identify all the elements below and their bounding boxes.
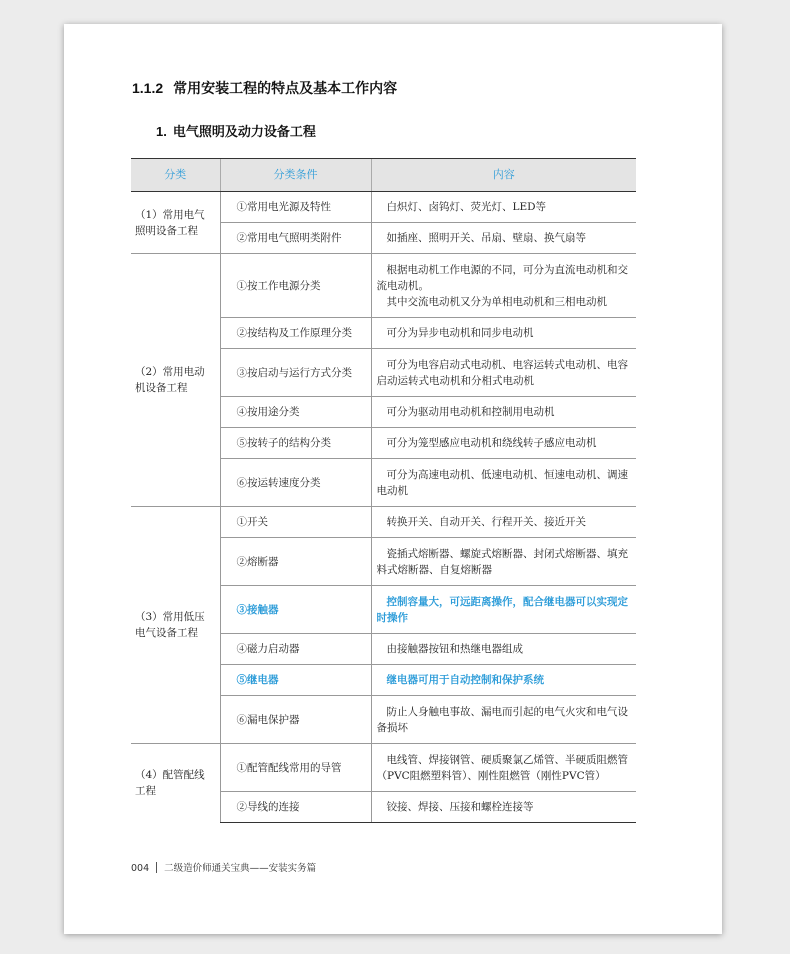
- criterion-cell: ②按结构及工作原理分类: [220, 318, 371, 349]
- content-line: 转换开关、自动开关、行程开关、接近开关: [386, 516, 586, 528]
- content-line: 防止人身触电事故、漏电而引起的电气火灾和电气设备损坏: [376, 705, 628, 734]
- content-line: 白炽灯、卤钨灯、荧光灯、LED等: [386, 201, 547, 213]
- criterion-cell: ③按启动与运行方式分类: [220, 349, 371, 397]
- content-cell: [371, 696, 636, 744]
- book-title: 二级造价师通关宝典——安装实务篇: [164, 863, 317, 874]
- criterion-cell: ①开关: [220, 507, 371, 538]
- content-line: 可分为异步电动机和同步电动机: [386, 327, 534, 339]
- content-line: 可分为驱动用电动机和控制用电动机: [386, 406, 555, 418]
- table-row: [131, 192, 636, 223]
- criterion-cell: ②导线的连接: [220, 792, 371, 823]
- table-row: [131, 254, 636, 318]
- content-cell: [371, 349, 636, 397]
- criterion-cell: ⑥漏电保护器: [220, 696, 371, 744]
- content-line: 根据电动机工作电源的不同，可分为直流电动机和交流电动机。: [376, 263, 628, 292]
- content-cell: [371, 634, 636, 665]
- content-cell: [371, 318, 636, 349]
- criterion-cell: ③接触器: [220, 586, 371, 634]
- content-cell: [371, 538, 636, 586]
- footer-divider: [156, 862, 157, 873]
- criterion-cell: ①按工作电源分类: [220, 254, 371, 318]
- content-line: 瓷插式熔断器、螺旋式熔断器、封闭式熔断器、填充料式熔断器、自复熔断器: [376, 547, 628, 576]
- content-line: 其中交流电动机又分为单相电动机和三相电动机: [386, 295, 607, 308]
- subsection-number: 1.: [156, 124, 167, 139]
- content-line: 由接触器按钮和热继电器组成: [386, 643, 523, 655]
- criterion-cell: ②熔断器: [220, 538, 371, 586]
- content-line: 控制容量大，可远距离操作，配合继电器可以实现定时操作: [376, 595, 628, 624]
- category-cell: （3）常用低压电气设备工程: [131, 507, 220, 744]
- content-cell: [371, 507, 636, 538]
- content-cell: [371, 792, 636, 823]
- table-row: [131, 507, 636, 538]
- page-footer: [131, 860, 316, 874]
- section-heading: [132, 78, 397, 98]
- content-cell: [371, 192, 636, 223]
- section-number: 1.1.2: [132, 80, 164, 96]
- category-cell: （1）常用电气照明设备工程: [131, 192, 220, 254]
- content-line: 可分为电容启动式电动机、电容运转式电动机、电容启动运转式电动机和分相式电动机: [376, 358, 628, 387]
- section-title: 常用安装工程的特点及基本工作内容: [173, 80, 398, 96]
- content-cell: [371, 397, 636, 428]
- header-criterion: 分类条件: [220, 159, 371, 192]
- table-row: [131, 744, 636, 792]
- criterion-cell: ①常用电光源及特性: [220, 192, 371, 223]
- content-cell: [371, 223, 636, 254]
- criterion-cell: ④磁力启动器: [220, 634, 371, 665]
- subsection-title: 电气照明及动力设备工程: [172, 124, 316, 139]
- content-cell: [371, 586, 636, 634]
- content-line: 可分为高速电动机、低速电动机、恒速电动机、调速电动机: [376, 468, 628, 497]
- subsection-heading: [156, 121, 316, 140]
- criterion-cell: ④按用途分类: [220, 397, 371, 428]
- content-cell: [371, 428, 636, 459]
- table-body: [131, 192, 636, 823]
- content-line: 可分为笼型感应电动机和绕线转子感应电动机: [386, 437, 597, 449]
- content-line: 铰接、焊接、压接和螺栓连接等: [386, 801, 534, 813]
- header-category: 分类: [131, 159, 220, 192]
- content-line: 如插座、照明开关、吊扇、壁扇、换气扇等: [386, 232, 586, 244]
- criterion-cell: ⑤继电器: [220, 665, 371, 696]
- table-header-row: [131, 159, 636, 192]
- content-cell: [371, 744, 636, 792]
- criterion-cell: ⑤按转子的结构分类: [220, 428, 371, 459]
- category-cell: （4）配管配线工程: [131, 744, 220, 823]
- content-cell: [371, 254, 636, 318]
- content-line: 继电器可用于自动控制和保护系统: [386, 674, 544, 686]
- page-number: 004: [131, 863, 150, 874]
- category-cell: （2）常用电动机设备工程: [131, 254, 220, 507]
- content-line: 电线管、焊接钢管、硬质聚氯乙烯管、半硬质阻燃管（PVC阻燃塑料管）、刚性阻燃管（刚性PVC管）: [376, 753, 628, 782]
- criterion-cell: ①配管配线常用的导管: [220, 744, 371, 792]
- classification-table: [131, 158, 636, 823]
- content-cell: [371, 665, 636, 696]
- page-sheet: [64, 24, 722, 934]
- criterion-cell: ②常用电气照明类附件: [220, 223, 371, 254]
- content-cell: [371, 459, 636, 507]
- header-content: 内容: [371, 159, 636, 192]
- criterion-cell: ⑥按运转速度分类: [220, 459, 371, 507]
